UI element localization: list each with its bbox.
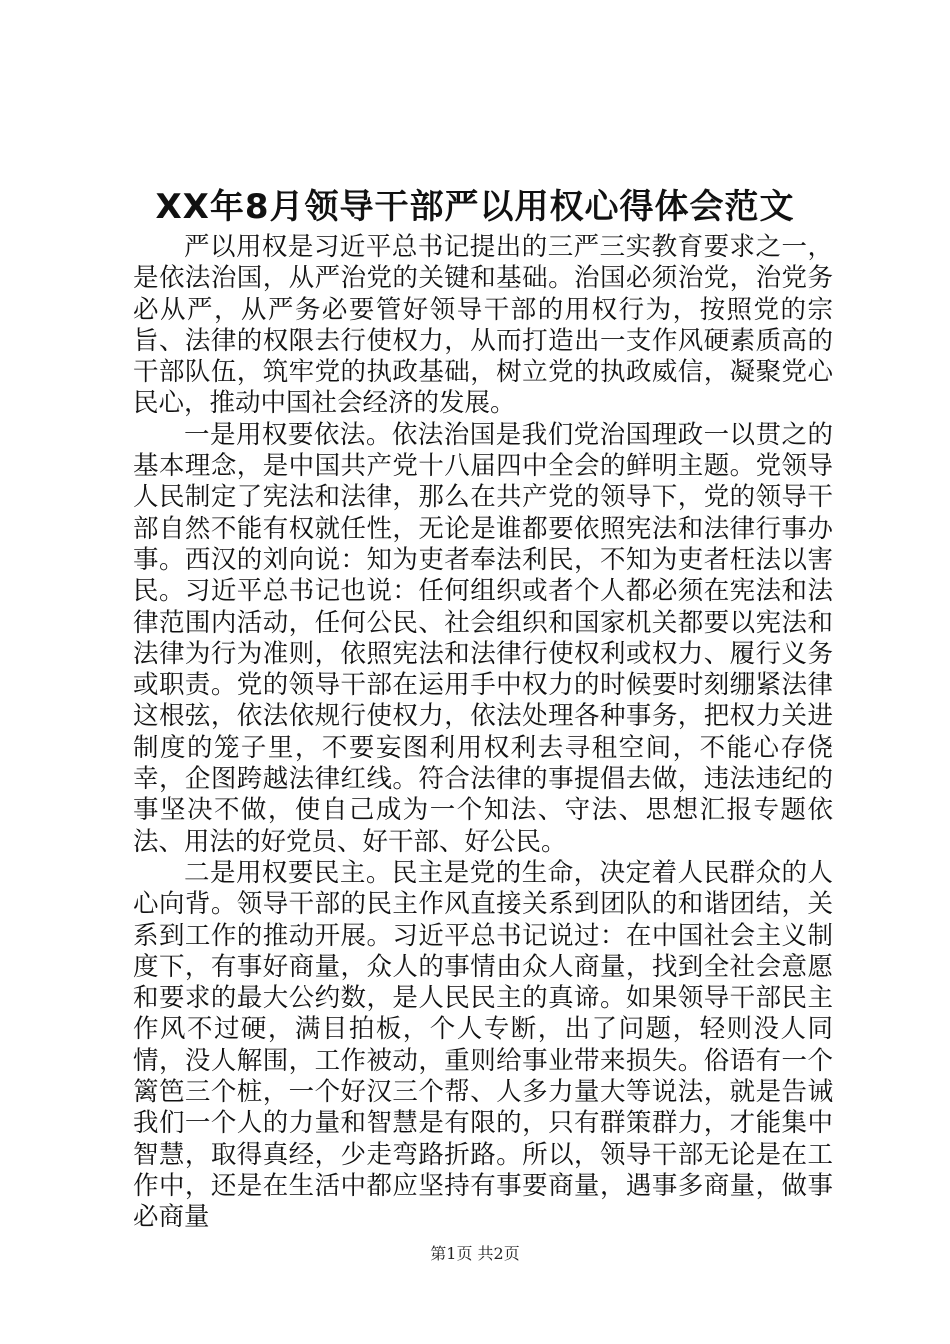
paragraph-rule-of-law: 一是用权要依法。依法治国是我们党治国理政一以贯之的基本理念，是中国共产党十八届四中全会的鲜明主题。党领导人民制定了宪法和法律，那么在共产党的领导下，党的领导干部自然不能有权就任性，无论是谁都要依照宪法和法律行事办事。西汉的刘向说：知为吏者奉法利民，不知为吏者枉法以害民。习近平总书记也说：任何组织或者个人都必须在宪法和法律范围内活动，任何公民、社会组织和国家机关都要以宪法和法律为行为准则，依照宪法和法律行使权利或权力、履行义务或职责。党的领导干部在运用手中权力的时候要时刻绷紧法律这根弦，依法依规行使权力，依法处理各种事务，把权力关进制度的笼子里，不要妄图利用权利去寻租空间，不能心存侥幸，企图跨越法律红线。符合法律的事提倡去做，违法违纪的事坚决不做，使自己成为一个知法、守法、思想汇报专题依法、用法的好党员、好干部、好公民。 <box>133 419 833 857</box>
page-number-footer: 第1页 共2页 <box>430 1244 520 1263</box>
document-title: XX年8月领导干部严以用权心得体会范文 <box>155 187 795 227</box>
paragraph-intro: 严以用权是习近平总书记提出的三严三实教育要求之一，是依法治国，从严治党的关键和基础。治国必须治党，治党务必从严，从严务必要管好领导干部的用权行为，按照党的宗旨、法律的权限去行使权力，从而打造出一支作风硬素质高的干部队伍，筑牢党的执政基础，树立党的执政威信，凝聚党心民心，推动中国社会经济的发展。 <box>133 232 833 419</box>
paragraph-democracy: 二是用权要民主。民主是党的生命，决定着人民群众的人心向背。领导干部的民主作风直接关系到团队的和谐团结，关系到工作的推动开展。习近平总书记说过：在中国社会主义制度下，有事好商量，众人的事情由众人商量，找到全社会意愿和要求的最大公约数，是人民民主的真谛。如果领导干部民主作风不过硬，满目拍板，个人专断，出了问题，轻则没人同情，没人解围，工作被动，重则给事业带来损失。俗语有一个篱笆三个桩，一个好汉三个帮、人多力量大等说法，就是告诫我们一个人的力量和智慧是有限的，只有群策群力，才能集中智慧，取得真经，少走弯路折路。所以，领导干部无论是在工作中，还是在生活中都应坚持有事要商量，遇事多商量，做事必商量 <box>133 857 833 1233</box>
document-body <box>133 232 833 1234</box>
